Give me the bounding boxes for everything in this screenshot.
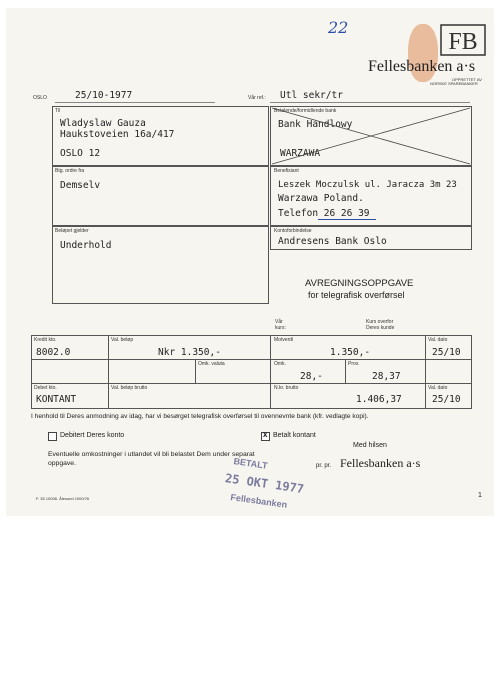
table-row-line-2 bbox=[31, 383, 471, 384]
val-brutto-label: Val. beløp brutto bbox=[111, 385, 148, 391]
motverdi-label: Motverdi bbox=[274, 337, 294, 343]
kredit-label: Kredit kto. bbox=[34, 337, 57, 343]
page-number: 1 bbox=[478, 492, 482, 499]
recipient-name: Wladyslaw Gauza bbox=[60, 118, 146, 129]
omk-value: 28,- bbox=[300, 371, 323, 382]
motverdi-value: 1.350,- bbox=[330, 347, 371, 358]
table-col-line-3 bbox=[425, 335, 426, 408]
val-belop-label: Val. beløp bbox=[111, 337, 134, 343]
bank-crossout bbox=[270, 106, 472, 166]
notice-text: I henhold til Deres anmodning av idag, har vi besørget telegrafisk overførsel til ovennevnte bank (kfr. vedlagte kopi). bbox=[31, 413, 369, 420]
amounts-table bbox=[31, 335, 472, 409]
form-code: F. 35 10008. Ålesund 1000/76 bbox=[36, 496, 90, 501]
debited-checkbox[interactable] bbox=[48, 432, 57, 441]
kredit-value: 8002.0 bbox=[36, 347, 71, 358]
date-underline bbox=[55, 102, 215, 103]
order-box bbox=[52, 166, 269, 226]
bank-city-value: WARZAWA bbox=[280, 148, 321, 159]
beneficiary-phone: Telefon 26 26 39 bbox=[278, 208, 370, 219]
cash-label: Betalt kontant bbox=[273, 432, 316, 439]
city-label: OSLO bbox=[33, 95, 47, 101]
ref-value: Utl sekr/tr bbox=[280, 90, 343, 101]
table-col-line-5 bbox=[345, 359, 346, 383]
our-rate-label: Vår bbox=[275, 319, 283, 325]
stamp-line-1: BETALT bbox=[232, 456, 269, 471]
regards-text: Med hilsen bbox=[353, 442, 387, 449]
bank-name-value: Bank Handlowy bbox=[278, 119, 353, 130]
val-dato2-label: Val. dato bbox=[428, 385, 448, 391]
beneficiary-line2: Warzawa Poland. bbox=[278, 193, 364, 204]
bank-subtitle-1: OPPRETTET AV bbox=[452, 77, 482, 82]
recipient-city: OSLO 12 bbox=[60, 148, 101, 159]
debet-value: KONTANT bbox=[36, 394, 77, 405]
purpose-box bbox=[52, 226, 269, 304]
val-belop-value: Nkr 1.350,- bbox=[158, 347, 221, 358]
val-dato2-value: 25/10 bbox=[432, 394, 461, 405]
date-value: 25/10-1977 bbox=[75, 90, 133, 101]
customer-rate-label: Kurs overfor bbox=[366, 319, 394, 325]
omk-valuta-label: Omk. valuta bbox=[198, 361, 225, 367]
nkr-brutto-label: N.kr. brutto bbox=[274, 385, 299, 391]
svg-text:FB: FB bbox=[448, 29, 478, 55]
debet-label: Debet kto. bbox=[34, 385, 57, 391]
recipient-label: Til bbox=[55, 108, 61, 114]
omk-label: Omk. bbox=[274, 361, 286, 367]
recipient-address: Haukstoveien 16a/417 bbox=[60, 129, 175, 140]
customer-rate-label-2: Deres kunde bbox=[366, 325, 395, 331]
cash-checkbox-mark: x bbox=[263, 430, 268, 439]
document-subtitle: for telegrafisk overførsel bbox=[308, 290, 405, 300]
prov-label: Prov. bbox=[348, 361, 360, 367]
bank-logo bbox=[440, 24, 486, 56]
signature-bank: Fellesbanken a·s bbox=[340, 456, 421, 470]
table-row-line-1 bbox=[31, 359, 471, 360]
beneficiary-line1: Leszek Moczulsk ul. Jaracza 3m 23 bbox=[278, 180, 457, 190]
bank-name: Fellesbanken a·s bbox=[368, 58, 476, 75]
footnote-text: Eventuelle omkostninger i utlandet vil bli belastet Dem under separat oppgave. bbox=[48, 451, 255, 467]
bank-subtitle-2: NORSKE SPAREBANKER bbox=[430, 81, 478, 86]
stamp-line-3: Fellesbanken bbox=[229, 492, 288, 510]
account-label: Kontoforbindelse bbox=[274, 228, 312, 234]
cash-checkbox[interactable] bbox=[261, 432, 270, 441]
ref-underline bbox=[270, 102, 470, 103]
account-value: Andresens Bank Oslo bbox=[278, 236, 387, 247]
ref-label: Vår ref.: bbox=[248, 95, 266, 101]
table-col-line-2 bbox=[270, 335, 271, 408]
debited-label: Debitert Deres konto bbox=[60, 432, 125, 439]
signature-prefix: pr. pr. bbox=[316, 463, 332, 469]
beneficiary-label: Benefisiant bbox=[274, 168, 299, 174]
val-dato-value: 25/10 bbox=[432, 347, 461, 358]
handwritten-number: 22 bbox=[328, 18, 349, 37]
purpose-label: Beløpet gjelder bbox=[55, 228, 89, 234]
order-value: Demselv bbox=[60, 180, 101, 191]
prov-value: 28,37 bbox=[372, 371, 401, 382]
nkr-brutto-value: 1.406,37 bbox=[356, 394, 402, 405]
order-label: Btg. ordre fra bbox=[55, 168, 85, 174]
table-col-line-4 bbox=[195, 359, 196, 383]
val-dato-label: Val. dato bbox=[428, 337, 448, 343]
our-rate-label-2: kurs: bbox=[275, 325, 286, 331]
phone-underline bbox=[318, 219, 376, 220]
document-title: AVREGNINGSOPPGAVE bbox=[305, 278, 414, 289]
table-col-line-1 bbox=[108, 335, 109, 408]
purpose-value: Underhold bbox=[60, 240, 112, 251]
bank-label: Betalende/formidlende bank bbox=[274, 108, 337, 114]
stamp-line-2: 25 OKT 1977 bbox=[224, 471, 305, 497]
